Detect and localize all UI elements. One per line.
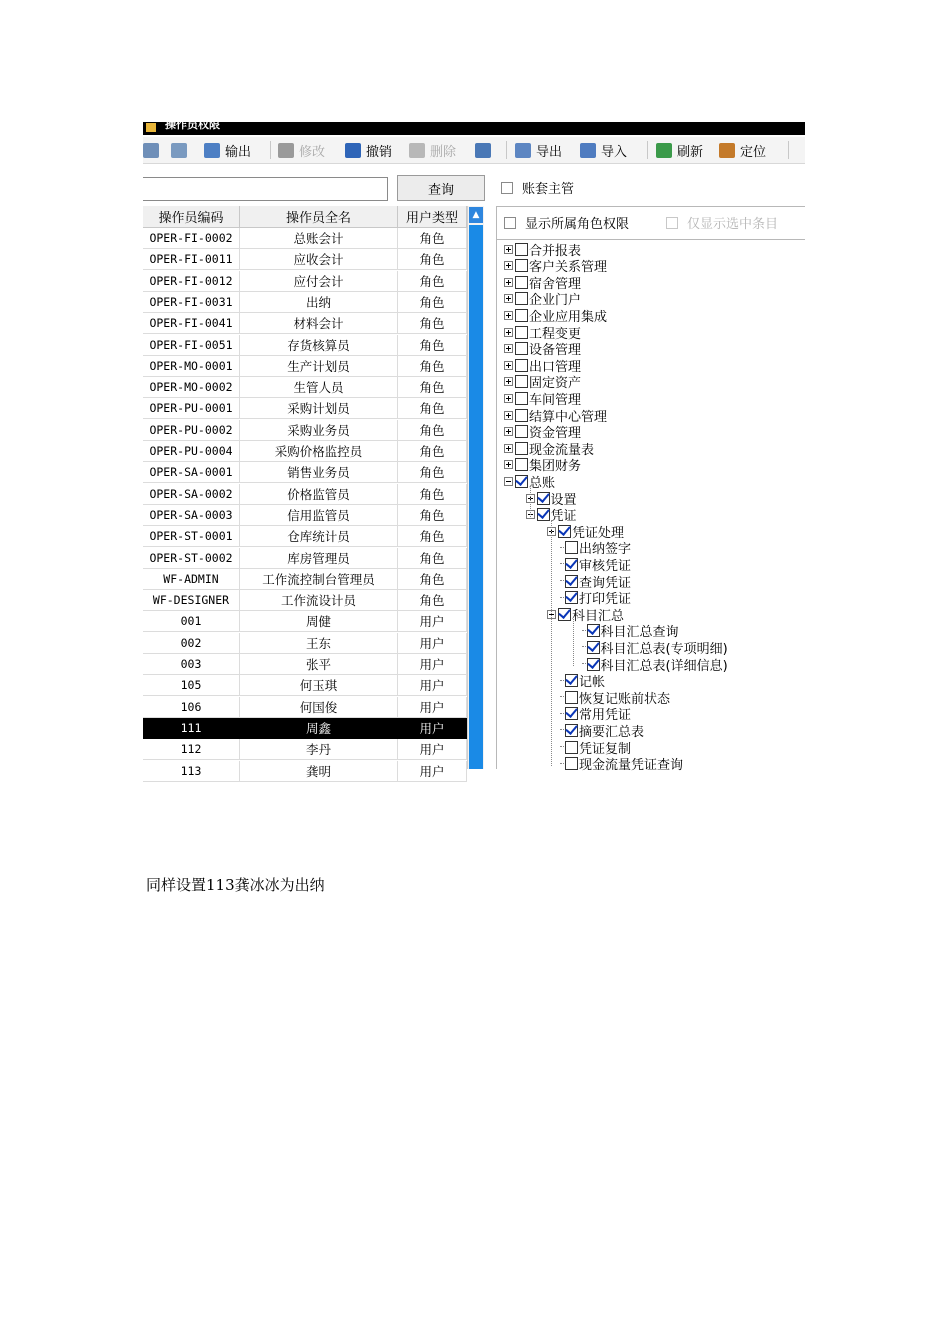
tree-node-label: 科目汇总	[572, 608, 625, 624]
table-row[interactable]	[143, 633, 467, 654]
expand-icon[interactable]	[504, 394, 513, 403]
checked-checkbox-icon[interactable]	[587, 641, 600, 654]
cell-type: 角色	[398, 484, 467, 505]
tree-node[interactable]	[582, 623, 679, 639]
checked-checkbox-icon[interactable]	[565, 558, 578, 571]
toolbar-separator	[506, 141, 507, 159]
checkbox-box	[501, 182, 513, 194]
tree-node[interactable]	[504, 241, 581, 257]
tree-node[interactable]	[560, 573, 631, 589]
tree-node[interactable]	[560, 722, 644, 738]
unchecked-checkbox-icon[interactable]	[515, 326, 528, 339]
cell-code: OPER-ST-0001	[143, 526, 240, 547]
tree-node[interactable]	[582, 656, 728, 672]
table-row[interactable]	[143, 697, 467, 718]
tree-node[interactable]	[560, 590, 631, 606]
tree-node[interactable]	[504, 274, 581, 290]
key-icon	[146, 123, 156, 132]
tree-node-label: 车间管理	[529, 392, 582, 408]
table-row[interactable]	[143, 271, 467, 292]
tree-node-label: 工程变更	[529, 326, 582, 342]
cell-code: OPER-FI-0011	[143, 249, 240, 270]
tree-node-label: 现金流量表	[529, 442, 595, 458]
save-icon	[475, 143, 491, 158]
cell-name: 采购计划员	[240, 398, 398, 419]
table-row[interactable]	[143, 441, 467, 462]
cell-type: 用户	[398, 761, 467, 782]
table-row[interactable]	[143, 462, 467, 483]
tree-guide-line	[573, 619, 574, 666]
toolbar-item-import[interactable]	[580, 137, 627, 163]
cell-name: 李丹	[240, 739, 398, 760]
cell-name: 生产计划员	[240, 356, 398, 377]
tree-node-label: 宿舍管理	[529, 276, 582, 292]
cell-name: 何玉琪	[240, 675, 398, 696]
tree-node-label: 客户关系管理	[529, 260, 608, 276]
tree-node[interactable]	[560, 540, 631, 556]
tree-connector	[560, 563, 564, 565]
table-row[interactable]	[143, 761, 467, 782]
cell-code: 001	[143, 611, 240, 632]
tree-node-label: 企业门户	[529, 293, 582, 309]
tree-node-label: 科目汇总查询	[600, 625, 679, 641]
unchecked-checkbox-icon[interactable]	[515, 243, 528, 256]
cell-type: 角色	[398, 249, 467, 270]
cell-type: 角色	[398, 228, 467, 249]
unchecked-checkbox-icon[interactable]	[515, 375, 528, 388]
checked-checkbox-icon[interactable]	[565, 724, 578, 737]
cell-name: 材料会计	[240, 313, 398, 334]
checked-checkbox-icon[interactable]	[558, 525, 571, 538]
checked-checkbox-icon[interactable]	[565, 674, 578, 687]
tree-node-label: 现金流量凭证查询	[579, 758, 684, 774]
tree-node-label: 查询凭证	[579, 575, 632, 591]
unchecked-checkbox-icon[interactable]	[515, 458, 528, 471]
tree-connector	[582, 646, 586, 648]
table-row[interactable]	[143, 569, 467, 590]
cell-code: 111	[143, 718, 240, 739]
expand-icon[interactable]	[504, 361, 513, 370]
table-row[interactable]	[143, 335, 467, 356]
tree-node[interactable]	[547, 606, 624, 622]
tree-node[interactable]	[504, 291, 581, 307]
cell-name: 张平	[240, 654, 398, 675]
cell-name: 生管人员	[240, 377, 398, 398]
cell-name: 何国俊	[240, 697, 398, 718]
checkbox-box	[666, 217, 678, 229]
cell-name: 采购业务员	[240, 420, 398, 441]
cell-name: 周鑫	[240, 718, 398, 739]
cell-name: 信用监管员	[240, 505, 398, 526]
title-bar	[143, 118, 805, 135]
cell-type: 角色	[398, 569, 467, 590]
cell-name: 龚明	[240, 761, 398, 782]
toolbar-item-save[interactable]	[475, 137, 496, 163]
cell-code: OPER-SA-0003	[143, 505, 240, 526]
cell-type: 角色	[398, 292, 467, 313]
toolbar-item-edit[interactable]	[278, 137, 325, 163]
tree-node-label: 打印凭证	[579, 592, 632, 608]
cell-name: 应收会计	[240, 249, 398, 270]
table-row[interactable]	[143, 356, 467, 377]
tree-node[interactable]	[560, 756, 683, 772]
cell-code: OPER-FI-0051	[143, 335, 240, 356]
operator-permission-window	[143, 118, 805, 779]
cell-name: 工作流设计员	[240, 590, 398, 611]
cell-code: WF-DESIGNER	[143, 590, 240, 611]
expand-icon[interactable]	[504, 460, 513, 469]
preview-icon	[171, 143, 187, 158]
toolbar-item-delete[interactable]	[409, 137, 456, 163]
table-row[interactable]	[143, 292, 467, 313]
expand-icon[interactable]	[504, 444, 513, 453]
tree-node[interactable]	[504, 390, 581, 406]
cell-name: 采购价格监控员	[240, 441, 398, 462]
unchecked-checkbox-icon[interactable]	[515, 276, 528, 289]
cell-code: OPER-FI-0002	[143, 228, 240, 249]
tree-node-label: 设置	[550, 492, 577, 508]
cell-type: 角色	[398, 441, 467, 462]
tree-node-label: 恢复记账前状态	[579, 691, 671, 707]
cell-code: OPER-MO-0001	[143, 356, 240, 377]
table-row[interactable]	[143, 611, 467, 632]
tree-node-label: 审核凭证	[579, 558, 632, 574]
toolbar-item-preview[interactable]	[171, 137, 192, 163]
tree-guide-line	[551, 520, 552, 766]
tree-node-label: 集团财务	[529, 459, 582, 475]
expand-icon[interactable]	[504, 344, 513, 353]
checked-checkbox-icon[interactable]	[537, 508, 550, 521]
checked-checkbox-icon[interactable]	[537, 492, 550, 505]
tree-node-label: 企业应用集成	[529, 309, 608, 325]
tree-node-label: 科目汇总表(专项明细)	[600, 641, 728, 657]
grid-header	[143, 206, 467, 228]
cell-name: 库房管理员	[240, 548, 398, 569]
cell-name: 周健	[240, 611, 398, 632]
unchecked-checkbox-icon[interactable]	[565, 757, 578, 770]
unchecked-checkbox-icon[interactable]	[565, 541, 578, 554]
caption-text: 同样设置113龚冰冰为出纳	[146, 876, 325, 894]
tree-connector	[560, 713, 564, 715]
toolbar-item-output[interactable]	[204, 137, 251, 163]
expand-icon[interactable]	[504, 427, 513, 436]
cell-code: OPER-SA-0001	[143, 462, 240, 483]
unchecked-checkbox-icon[interactable]	[515, 292, 528, 305]
cell-type: 用户	[398, 697, 467, 718]
expand-icon[interactable]	[504, 311, 513, 320]
tree-node-label: 科目汇总表(详细信息)	[600, 658, 728, 674]
account-master-label: 账套主管	[522, 182, 575, 197]
cell-code: OPER-ST-0002	[143, 548, 240, 569]
tree-connector	[560, 696, 564, 698]
tree-connector	[560, 680, 564, 682]
toolbar-item-refresh[interactable]	[656, 137, 703, 163]
cell-code: WF-ADMIN	[143, 569, 240, 590]
cell-code: OPER-PU-0001	[143, 398, 240, 419]
cell-code: 105	[143, 675, 240, 696]
scrollbar-thumb[interactable]	[469, 225, 483, 769]
expand-icon[interactable]	[504, 411, 513, 420]
checked-checkbox-icon[interactable]	[565, 591, 578, 604]
tree-node[interactable]	[560, 739, 631, 755]
unchecked-checkbox-icon[interactable]	[515, 409, 528, 422]
account-master-checkbox[interactable]	[501, 178, 574, 197]
tree-node[interactable]	[504, 440, 594, 456]
table-row[interactable]	[143, 249, 467, 270]
tree-node-label: 设备管理	[529, 343, 582, 359]
expand-icon[interactable]	[504, 261, 513, 270]
tree-node-label: 凭证复制	[579, 741, 632, 757]
tree-node-label: 结算中心管理	[529, 409, 608, 425]
tree-connector	[560, 763, 564, 765]
permission-tree	[496, 240, 805, 774]
unchecked-checkbox-icon[interactable]	[515, 425, 528, 438]
unchecked-checkbox-icon[interactable]	[565, 741, 578, 754]
tree-node-label: 凭证	[550, 509, 577, 525]
tree-node-label: 固定资产	[529, 376, 582, 392]
unchecked-checkbox-icon[interactable]	[515, 442, 528, 455]
toolbar-item-label: 定位	[740, 144, 767, 160]
cell-code: OPER-MO-0002	[143, 377, 240, 398]
import-icon	[580, 143, 596, 158]
tree-node[interactable]	[504, 324, 581, 340]
tree-node-label: 出口管理	[529, 359, 582, 375]
expand-icon[interactable]	[504, 245, 513, 254]
tree-connector	[560, 746, 564, 748]
cell-type: 用户	[398, 675, 467, 696]
tree-node[interactable]	[560, 706, 631, 722]
tree-node[interactable]	[560, 673, 605, 689]
cell-name: 销售业务员	[240, 462, 398, 483]
cell-type: 角色	[398, 548, 467, 569]
table-row[interactable]	[143, 505, 467, 526]
table-row[interactable]	[143, 420, 467, 441]
table-row[interactable]	[143, 526, 467, 547]
cell-code: OPER-FI-0012	[143, 271, 240, 292]
print-icon	[143, 143, 159, 158]
table-row[interactable]	[143, 654, 467, 675]
collapse-icon[interactable]	[504, 477, 513, 486]
expand-icon[interactable]	[504, 278, 513, 287]
cell-code: OPER-FI-0031	[143, 292, 240, 313]
tree-node[interactable]	[504, 307, 607, 323]
cell-type: 角色	[398, 313, 467, 334]
table-row[interactable]	[143, 548, 467, 569]
cell-name: 王东	[240, 633, 398, 654]
tree-node[interactable]	[504, 341, 581, 357]
column-header-type[interactable]: 用户类型	[398, 206, 467, 227]
table-row[interactable]	[143, 484, 467, 505]
checked-checkbox-icon[interactable]	[587, 658, 600, 671]
table-row[interactable]	[143, 377, 467, 398]
tree-node[interactable]	[582, 639, 728, 655]
show-role-rights-checkbox[interactable]	[504, 213, 629, 232]
tree-node[interactable]	[504, 457, 581, 473]
checkbox-box	[504, 217, 516, 229]
table-row[interactable]	[143, 398, 467, 419]
tree-connector	[560, 729, 564, 731]
tree-node-label: 合并报表	[529, 243, 582, 259]
tree-node-label: 摘要汇总表	[579, 724, 645, 740]
toolbar-separator	[647, 141, 648, 159]
refresh-icon	[656, 143, 672, 158]
tree-node-label: 出纳签字	[579, 542, 632, 558]
tree-node[interactable]	[526, 490, 577, 506]
tree-node[interactable]	[547, 523, 624, 539]
toolbar-item-print[interactable]	[143, 137, 164, 163]
window-title: 操作员权限	[165, 118, 220, 131]
tree-node[interactable]	[504, 374, 581, 390]
toolbar-item-label: 刷新	[677, 144, 704, 160]
cell-code: OPER-FI-0041	[143, 313, 240, 334]
toolbar-item-label: 导出	[536, 144, 563, 160]
cell-type: 角色	[398, 356, 467, 377]
table-row[interactable]	[143, 313, 467, 334]
tree-node[interactable]	[560, 689, 670, 705]
cell-type: 用户	[398, 654, 467, 675]
tree-connector	[582, 663, 586, 665]
unchecked-checkbox-icon[interactable]	[515, 309, 528, 322]
cell-name: 应付会计	[240, 271, 398, 292]
tree-node-label: 记帐	[579, 675, 606, 691]
cell-type: 用户	[398, 633, 467, 654]
edit-icon	[278, 143, 294, 158]
cell-type: 角色	[398, 505, 467, 526]
cell-type: 用户	[398, 611, 467, 632]
cell-code: OPER-PU-0002	[143, 420, 240, 441]
cell-type: 角色	[398, 420, 467, 441]
show-role-rights-label: 显示所属角色权限	[525, 217, 630, 232]
cell-code: OPER-PU-0004	[143, 441, 240, 462]
tree-connector	[560, 547, 564, 549]
cell-code: OPER-SA-0002	[143, 484, 240, 505]
checked-checkbox-icon[interactable]	[565, 707, 578, 720]
checked-checkbox-icon[interactable]	[515, 475, 528, 488]
show-selected-only-checkbox[interactable]	[666, 213, 778, 232]
cell-type: 用户	[398, 718, 467, 739]
expand-icon[interactable]	[504, 328, 513, 337]
output-icon	[204, 143, 220, 158]
toolbar-item-label: 输出	[225, 144, 252, 160]
unchecked-checkbox-icon[interactable]	[565, 691, 578, 704]
tree-guide-line	[530, 486, 531, 516]
tree-connector	[582, 630, 586, 632]
toolbar-item-locate[interactable]	[719, 137, 766, 163]
cell-code: 113	[143, 761, 240, 782]
undo-icon	[345, 143, 361, 158]
tree-node[interactable]	[560, 556, 631, 572]
cell-name: 价格监管员	[240, 484, 398, 505]
export-icon	[515, 143, 531, 158]
query-button[interactable]: 查询	[397, 175, 485, 201]
toolbar-separator	[788, 141, 789, 159]
cell-name: 存货核算员	[240, 335, 398, 356]
cell-type: 角色	[398, 398, 467, 419]
toolbar-item-label: 导入	[601, 144, 628, 160]
tree-node[interactable]	[504, 424, 581, 440]
unchecked-checkbox-icon[interactable]	[515, 342, 528, 355]
tree-node[interactable]	[504, 258, 607, 274]
cell-type: 角色	[398, 271, 467, 292]
table-row[interactable]	[143, 590, 467, 611]
tree-node-label: 凭证处理	[572, 525, 625, 541]
checked-checkbox-icon[interactable]	[558, 608, 571, 621]
tree-node-label: 常用凭证	[579, 708, 632, 724]
cell-code: 003	[143, 654, 240, 675]
table-row[interactable]	[143, 739, 467, 760]
cell-type: 用户	[398, 739, 467, 760]
column-header-code[interactable]: 操作员编码	[143, 206, 240, 227]
cell-code: 112	[143, 739, 240, 760]
cell-code: 106	[143, 697, 240, 718]
search-input[interactable]	[143, 177, 388, 201]
locate-icon	[719, 143, 735, 158]
expand-icon[interactable]	[504, 294, 513, 303]
cell-name: 总账会计	[240, 228, 398, 249]
cell-type: 角色	[398, 335, 467, 356]
cell-code: 002	[143, 633, 240, 654]
toolbar	[143, 137, 805, 164]
toolbar-item-label: 删除	[430, 144, 457, 160]
operator-grid	[143, 206, 467, 779]
grid-scrollbar[interactable]	[467, 206, 484, 769]
toolbar-separator	[270, 141, 271, 159]
tree-node-label: 资金管理	[529, 426, 582, 442]
unchecked-checkbox-icon[interactable]	[515, 259, 528, 272]
scroll-up-icon[interactable]: ▲	[469, 207, 483, 223]
checked-checkbox-icon[interactable]	[587, 624, 600, 637]
cell-type: 角色	[398, 526, 467, 547]
cell-name: 出纳	[240, 292, 398, 313]
tree-connector	[560, 597, 564, 599]
unchecked-checkbox-icon[interactable]	[515, 392, 528, 405]
cell-type: 角色	[398, 462, 467, 483]
expand-icon[interactable]	[504, 377, 513, 386]
table-row[interactable]	[143, 675, 467, 696]
delete-icon	[409, 143, 425, 158]
tree-node-label: 总账	[529, 475, 556, 491]
toolbar-item-label: 修改	[299, 144, 326, 160]
table-row[interactable]	[143, 228, 467, 249]
tree-node[interactable]	[504, 407, 607, 423]
tree-node[interactable]	[504, 357, 581, 373]
cell-type: 角色	[398, 590, 467, 611]
show-selected-only-label: 仅显示选中条目	[687, 217, 779, 232]
toolbar-item-label: 撤销	[366, 144, 393, 160]
cell-name: 仓库统计员	[240, 526, 398, 547]
unchecked-checkbox-icon[interactable]	[515, 359, 528, 372]
toolbar-item-undo[interactable]	[345, 137, 392, 163]
cell-name: 工作流控制台管理员	[240, 569, 398, 590]
table-row[interactable]	[143, 718, 467, 739]
column-header-name[interactable]: 操作员全名	[240, 206, 398, 227]
cell-type: 角色	[398, 377, 467, 398]
tree-connector	[560, 580, 564, 582]
checked-checkbox-icon[interactable]	[565, 575, 578, 588]
toolbar-item-export[interactable]	[515, 137, 562, 163]
